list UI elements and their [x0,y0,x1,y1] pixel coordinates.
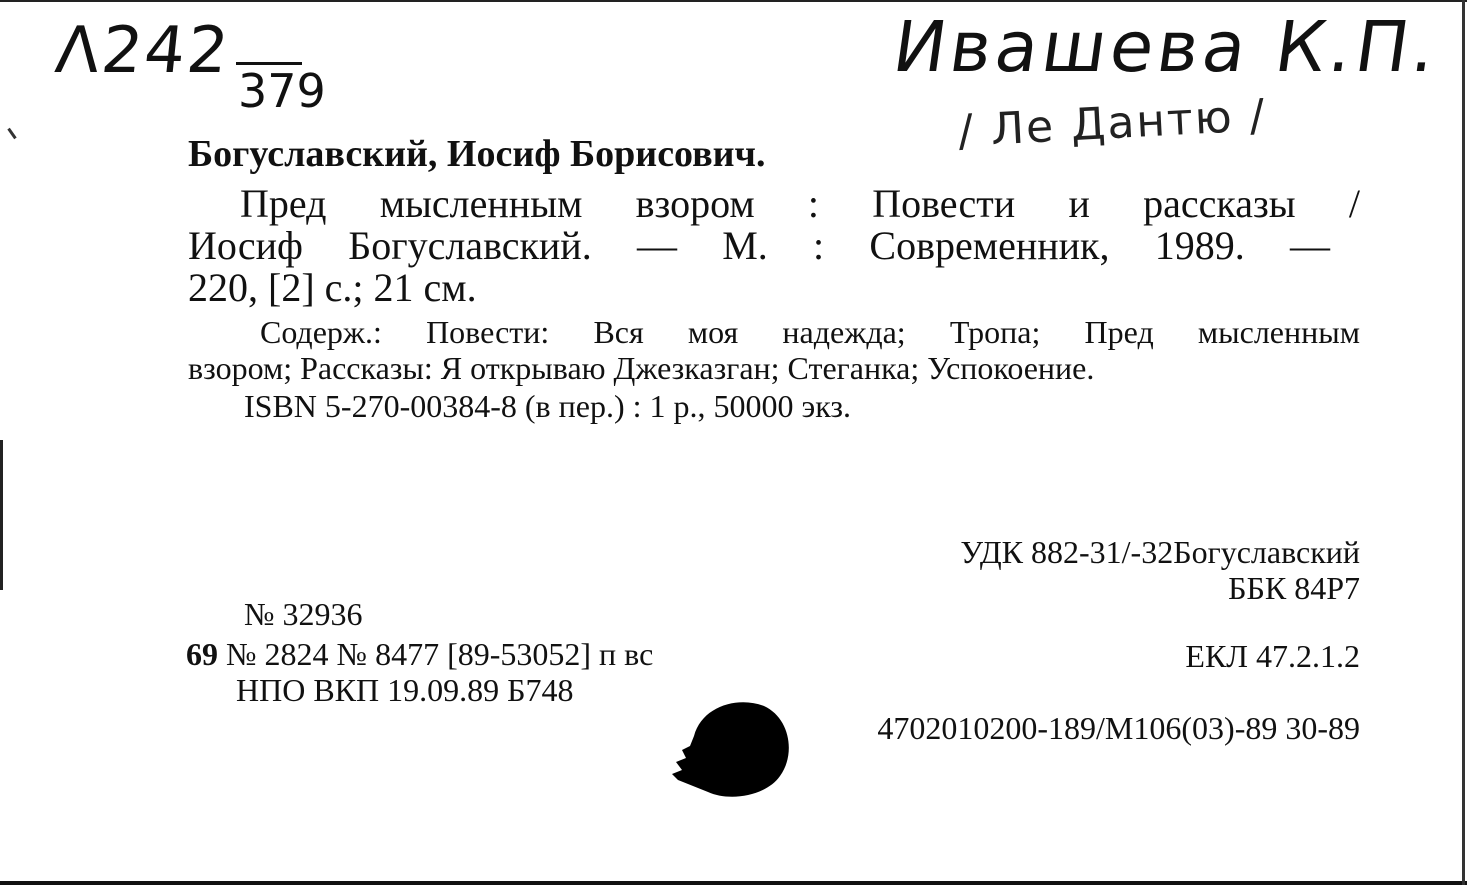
isbn-line: ISBN 5-270-00384-8 (в пер.) : 1 р., 50000 экз. [244,388,852,424]
handwritten-name: Ивашева К.П. [888,6,1445,88]
title-line-3: 220, [2] с.; 21 см. [188,265,477,310]
contents-line-1: Содерж.: Повести: Вся моя надежда; Тропа; Пред мысленным [260,314,1360,350]
order-line [186,636,653,673]
author-heading: Богуславский, Иосиф Борисович. [188,133,766,175]
contents-line-2: взором; Рассказы: Я открываю Джезказган; Стеганка; Успокоение. [188,350,1095,386]
card-top-edge [0,0,1467,2]
title-line-2: Иосиф Богуславский. — М. : Современник, 1989. — [188,223,1330,268]
scan-mark [7,128,16,140]
card-right-edge [1462,0,1465,885]
handwritten-note: / Ле Дантю / [956,89,1268,158]
npo-line: НПО ВКП 19.09.89 Б748 [236,672,574,708]
ekl-code: ЕКЛ 47.2.1.2 [1185,638,1360,674]
registry-number: № 32936 [244,596,363,632]
bbk-code: ББК 84Р7 [1228,570,1360,606]
order-details: № 2824 № 8477 [89-53052] п вс [226,636,654,672]
punch-hole [668,696,794,800]
order-prefix: 69 [186,636,218,672]
publisher-code: 4702010200-189/М106(03)-89 30-89 [877,710,1360,746]
handwritten-shelf-mark-sub: 379 [238,64,326,118]
handwritten-shelf-mark: Λ242 [52,14,234,88]
card-left-edge [0,440,3,590]
title-line-1: Пред мысленным взором : Повести и рассказы / [240,181,1360,226]
card-bottom-edge [0,881,1467,885]
udk-code: УДК 882-31/-32Богуславский [960,534,1360,570]
